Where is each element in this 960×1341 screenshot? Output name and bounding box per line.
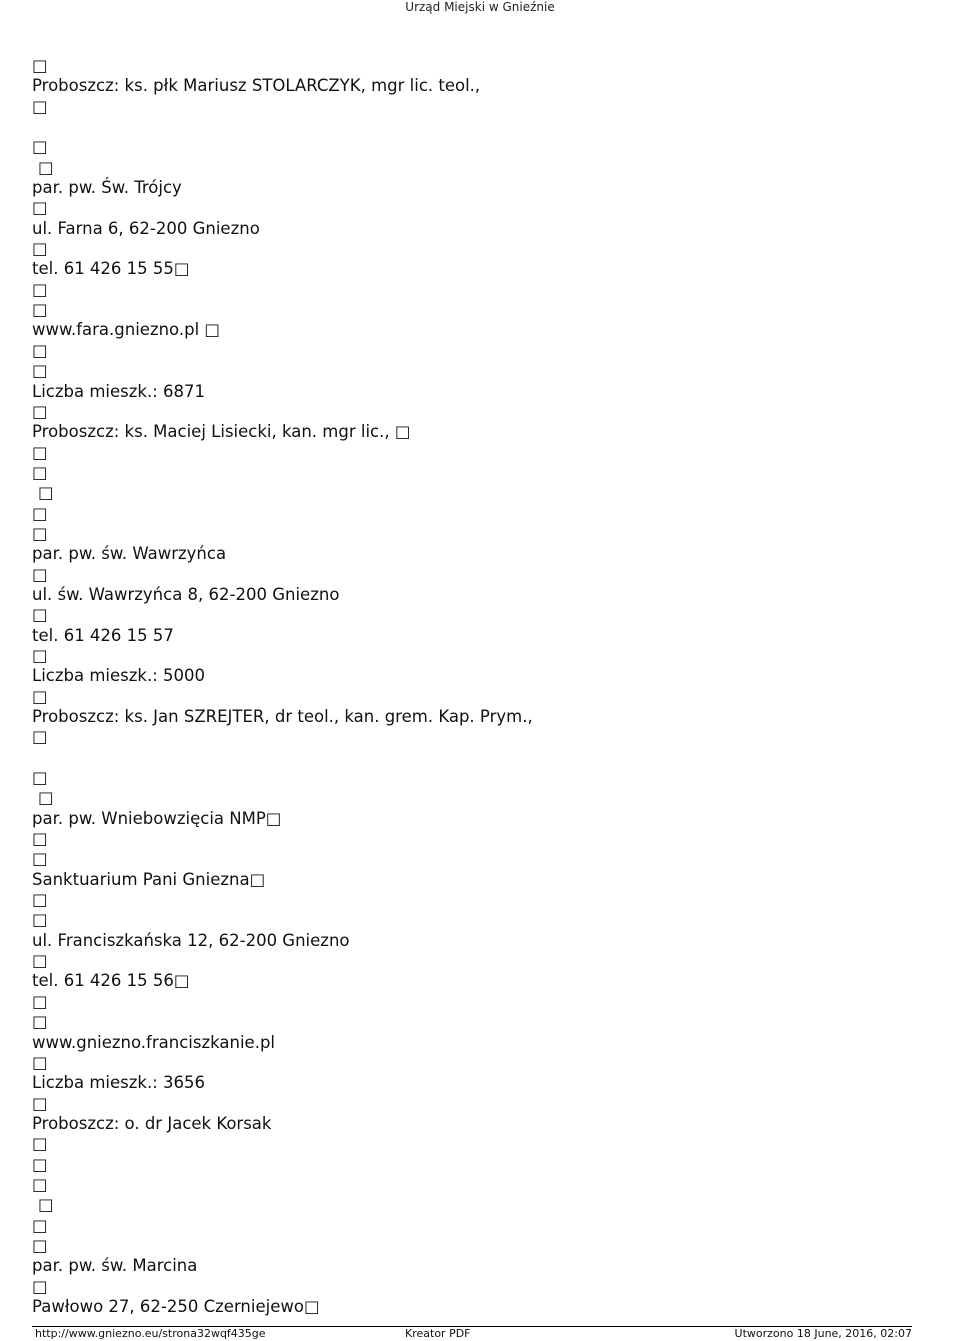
document-line: □ (32, 1052, 48, 1072)
footer-creator: Kreator PDF (405, 1327, 471, 1340)
document-line: Proboszcz: ks. Jan SZREJTER, dr teol., kan. grem. Kap. Prym., (32, 707, 533, 726)
document-line: Proboszcz: ks. Maciej Lisiecki, kan. mgr lic., □ (32, 422, 411, 442)
document-line: □ (32, 442, 48, 462)
document-line: ul. Franciszkańska 12, 62-200 Gniezno (32, 930, 350, 950)
document-line: □ (32, 645, 48, 665)
document-line: tel. 61 426 15 56□ (32, 971, 190, 991)
document-line: ul. Farna 6, 62-200 Gniezno (32, 218, 260, 238)
document-line: □ (32, 1154, 48, 1174)
document-line: □ (32, 1276, 48, 1296)
document-line: □ (38, 157, 54, 177)
document-line: par. pw. Św. Trójcy (32, 178, 182, 198)
document-line: □ (32, 137, 48, 157)
page-header (0, 0, 960, 14)
document-line: □ (32, 564, 48, 584)
document-line: www.gniezno.franciszkanie.pl (32, 1032, 275, 1052)
document-line: Pawłowo 27, 62-250 Czerniejewo□ (32, 1296, 320, 1316)
document-line: tel. 61 426 15 55□ (32, 259, 190, 279)
page-footer (32, 1326, 912, 1341)
document-line: □ (32, 1093, 48, 1113)
document-line: □ (32, 523, 48, 543)
document-line: □ (32, 503, 48, 523)
document-line (32, 117, 940, 137)
document-line: Liczba mieszk.: 5000 (32, 666, 206, 686)
header-title: Urząd Miejski w Gnieźnie (405, 0, 555, 14)
document-line: □ (32, 56, 48, 75)
document-line: www.fara.gniezno.pl □ (32, 320, 221, 340)
document-line: par. pw. Wniebowzięcia NMP□ (32, 808, 282, 828)
document-line: □ (38, 788, 54, 808)
document-line: par. pw. św. Marcina (32, 1256, 198, 1276)
document-line: □ (32, 1174, 48, 1194)
document-line: □ (32, 361, 48, 381)
document-line: □ (32, 829, 48, 849)
document-line: par. pw. św. Wawrzyńca (32, 544, 227, 564)
footer-created: Utworzono 18 June, 2016, 02:07 (734, 1327, 912, 1340)
document-line: □ (32, 849, 48, 869)
document-line: □ (32, 686, 48, 706)
document-line: □ (32, 96, 48, 116)
document-body (32, 56, 940, 1317)
document-line: □ (32, 340, 48, 360)
document-line: □ (32, 401, 48, 421)
document-line: □ (32, 727, 48, 747)
document-line: □ (32, 768, 48, 788)
document-line: □ (32, 1134, 48, 1154)
document-line: □ (32, 198, 48, 218)
document-line: □ (32, 1012, 48, 1032)
document-line: □ (32, 991, 48, 1011)
document-line: Liczba mieszk.: 3656 (32, 1073, 206, 1093)
document-line: Proboszcz: ks. płk Mariusz STOLARCZYK, mgr lic. teol., (32, 76, 481, 96)
document-line: □ (38, 1195, 54, 1215)
document-line: Liczba mieszk.: 6871 (32, 381, 206, 401)
document-line: tel. 61 426 15 57 (32, 625, 174, 645)
document-line: □ (32, 605, 48, 625)
footer-url: http://www.gniezno.eu/strona32wqf435ge (35, 1327, 266, 1340)
document-line: Sanktuarium Pani Gniezna□ (32, 869, 266, 889)
document-line: □ (32, 1215, 48, 1235)
document-line: □ (32, 462, 48, 482)
document-line: □ (32, 300, 48, 320)
document-line: □ (32, 951, 48, 971)
document-line: □ (32, 1235, 48, 1255)
document-line: □ (32, 890, 48, 910)
document-line: □ (38, 483, 54, 503)
document-line: □ (32, 239, 48, 259)
document-line: ul. św. Wawrzyńca 8, 62-200 Gniezno (32, 584, 340, 604)
document-line: □ (32, 279, 48, 299)
document-line: □ (32, 910, 48, 930)
document-line: Proboszcz: o. dr Jacek Korsak (32, 1113, 272, 1133)
document-line (32, 748, 940, 768)
